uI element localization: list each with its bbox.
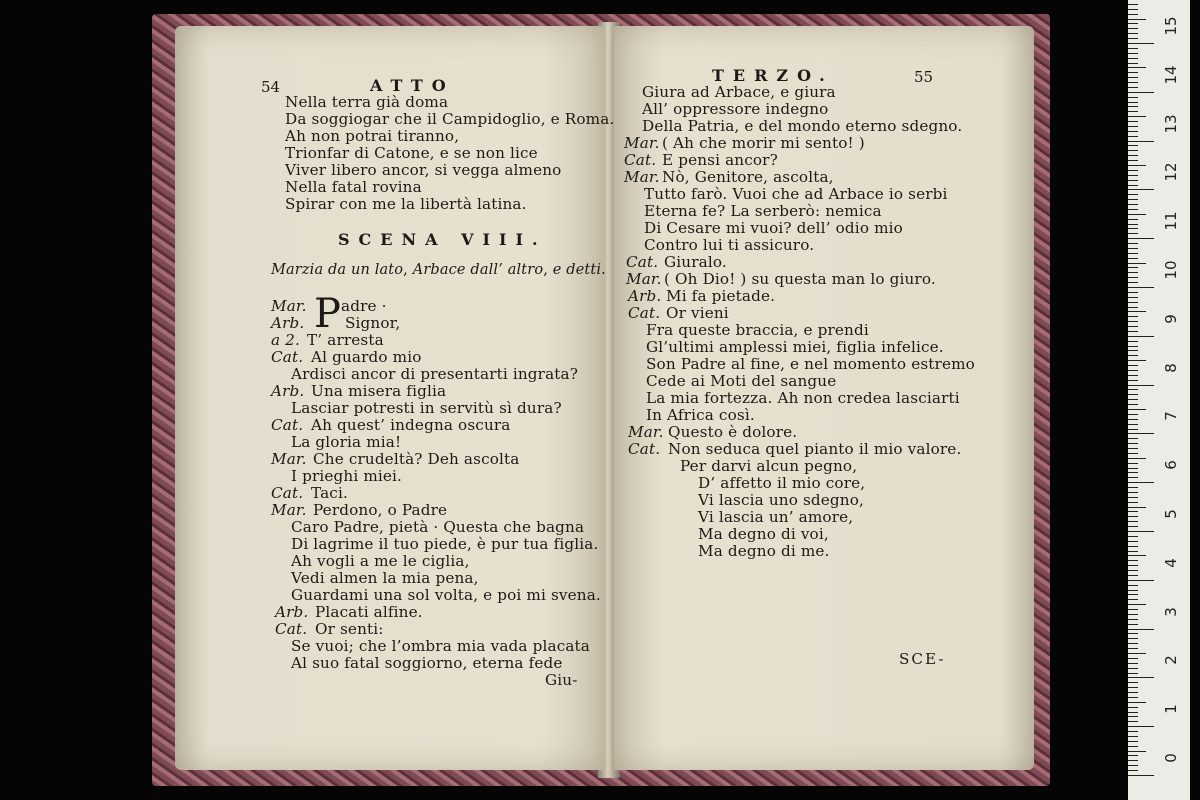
dialogue-line: Al guardo mio [311, 348, 422, 366]
aria-line: Ma degno di me. [698, 542, 830, 560]
speaker-label: Mar. [628, 423, 664, 441]
ruler-tick [1128, 453, 1138, 454]
ruler-tick [1128, 448, 1138, 449]
ruler-tick [1128, 228, 1138, 229]
dialogue-line: La mia fortezza. Ah non credea lasciarti [646, 389, 960, 407]
ruler-tick [1128, 63, 1138, 64]
dialogue-line: Mi fa pietade. [666, 287, 776, 305]
dialogue-line: adre · [341, 297, 387, 315]
stage-direction: Marzia da un lato, Arbace dall’ altro, e detti. [271, 262, 606, 278]
ruler-number: 9 [1162, 314, 1180, 324]
ruler-tick [1128, 102, 1138, 103]
speaker-label: Mar. [624, 168, 660, 186]
ruler-tick [1128, 775, 1154, 776]
ruler-tick [1128, 53, 1138, 54]
ruler-tick [1128, 507, 1146, 508]
ruler-tick [1128, 336, 1154, 337]
ruler-tick [1128, 643, 1138, 644]
ruler-tick [1128, 346, 1138, 347]
ruler-tick [1128, 272, 1138, 273]
ruler-tick [1128, 604, 1146, 605]
ruler-tick [1128, 48, 1138, 49]
verse-line: Nella terra già doma [285, 93, 449, 111]
ruler-tick [1128, 121, 1138, 122]
ruler-tick [1128, 43, 1154, 44]
ruler-tick [1128, 92, 1154, 93]
ruler-tick [1128, 458, 1146, 459]
ruler-tick [1128, 658, 1138, 659]
dialogue-line: Ah quest’ indegna oscura [311, 416, 511, 434]
ruler-tick [1128, 511, 1138, 512]
speaker-label: Cat. [628, 440, 661, 458]
ruler-tick [1128, 472, 1138, 473]
ruler-tick [1128, 746, 1138, 747]
ruler-tick [1128, 673, 1138, 674]
ruler-number: 14 [1162, 65, 1180, 85]
ruler-tick [1128, 599, 1138, 600]
ruler-tick [1128, 385, 1154, 386]
ruler-tick [1128, 546, 1138, 547]
ruler-tick [1128, 429, 1138, 430]
ruler-tick [1128, 663, 1138, 664]
ruler-tick [1128, 131, 1138, 132]
ruler-tick [1128, 721, 1138, 722]
dialogue-line: Placati alfine. [315, 603, 423, 621]
ruler-tick [1128, 14, 1138, 15]
aria-line: D’ affetto il mio core, [698, 474, 866, 492]
dialogue-line: Or vieni [666, 304, 729, 322]
ruler-tick [1128, 560, 1138, 561]
dialogue-line: Guardami una sol volta, e poi mi svena. [291, 586, 601, 604]
ruler-tick [1128, 575, 1138, 576]
ruler-tick [1128, 365, 1138, 366]
dialogue-line: Cede ai Moti del sangue [646, 372, 837, 390]
ruler-tick [1128, 443, 1138, 444]
scene-title: SCENA VIII. [338, 230, 547, 249]
verse-line: Viver libero ancor, si vegga almeno [285, 161, 562, 179]
ruler-tick [1128, 638, 1138, 639]
dialogue-line: ( Ah che morir mi sento! ) [662, 134, 865, 152]
ruler-tick [1128, 219, 1138, 220]
ruler-tick [1128, 477, 1138, 478]
ruler-tick [1128, 770, 1138, 771]
ruler-tick [1128, 33, 1138, 34]
ruler-tick [1128, 404, 1138, 405]
ruler-tick [1128, 712, 1138, 713]
ruler-tick [1128, 585, 1138, 586]
ruler-tick [1128, 668, 1138, 669]
dialogue-line: Una misera figlia [311, 382, 447, 400]
ruler-tick [1128, 233, 1138, 234]
ruler-tick [1128, 350, 1138, 351]
speaker-label: Arb. [275, 603, 309, 621]
ruler-tick [1128, 326, 1138, 327]
dialogue-line: I prieghi miei. [291, 467, 403, 485]
ruler-tick [1128, 687, 1138, 688]
ruler-number: 10 [1162, 260, 1180, 280]
ruler-tick [1128, 9, 1138, 10]
ruler-tick [1128, 175, 1138, 176]
ruler-number: 0 [1162, 753, 1180, 763]
ruler-tick [1128, 731, 1138, 732]
page-number: 55 [914, 68, 934, 86]
ruler-tick [1128, 741, 1138, 742]
ruler-tick [1128, 126, 1138, 127]
ruler-tick [1128, 692, 1138, 693]
ruler-tick [1128, 297, 1138, 298]
speaker-label: Cat. [275, 620, 308, 638]
ruler-tick [1128, 677, 1154, 678]
ruler-tick [1128, 409, 1146, 410]
ruler-tick [1128, 302, 1138, 303]
ruler-tick [1128, 209, 1138, 210]
ruler-tick [1128, 502, 1138, 503]
ruler-tick [1128, 214, 1146, 215]
dialogue-line: ( Oh Dio! ) su questa man lo giuro. [664, 270, 936, 288]
dialogue-line: Al suo fatal soggiorno, eterna fede [291, 654, 563, 672]
ruler-tick [1128, 136, 1138, 137]
ruler-tick [1128, 370, 1138, 371]
ruler-tick [1128, 648, 1138, 649]
ruler-tick [1128, 419, 1138, 420]
ruler-tick [1128, 311, 1146, 312]
dialogue-line: Questo è dolore. [668, 423, 798, 441]
dialogue-line: Se vuoi; che l’ombra mia vada placata [291, 637, 591, 655]
speaker-label: a 2. [271, 331, 300, 349]
ruler-tick [1128, 267, 1138, 268]
dialogue-line: Ah vogli a me le ciglia, [291, 552, 470, 570]
ruler-tick [1128, 341, 1138, 342]
dialogue-line: Taci. [311, 484, 348, 502]
dialogue-line: Tutto farò. Vuoi che ad Arbace io serbi [644, 185, 948, 203]
ruler-tick [1128, 355, 1138, 356]
dialogue-line: Vedi almen la mia pena, [291, 569, 479, 587]
ruler-tick [1128, 4, 1138, 5]
ruler-number: 6 [1162, 460, 1180, 470]
speaker-label: Cat. [271, 348, 304, 366]
ruler-tick [1128, 321, 1138, 322]
ruler-tick [1128, 331, 1138, 332]
ruler-tick [1128, 72, 1138, 73]
ruler-number: 11 [1162, 211, 1180, 231]
ruler-tick [1128, 541, 1138, 542]
verse-line: Trionfar di Catone, e se non lice [285, 144, 538, 162]
ruler-tick [1128, 185, 1138, 186]
ruler-number: 4 [1162, 558, 1180, 568]
ruler-tick [1128, 23, 1138, 24]
dialogue-line: Contro lui ti assicuro. [644, 236, 815, 254]
dialogue-line: Giuralo. [664, 253, 727, 271]
aria-line: Vi lascia un’ amore, [698, 508, 854, 526]
speaker-label: Arb. [271, 382, 305, 400]
ruler-tick [1128, 565, 1138, 566]
dialogue-line: La gloria mia! [291, 433, 402, 451]
dialogue-line: E pensi ancor? [662, 151, 778, 169]
ruler-tick [1128, 633, 1138, 634]
ruler-tick [1128, 716, 1138, 717]
ruler-tick [1128, 204, 1138, 205]
ruler-tick [1128, 277, 1138, 278]
ruler-tick [1128, 316, 1138, 317]
ruler-tick [1128, 751, 1146, 752]
ruler-tick [1128, 189, 1154, 190]
ruler-number: 12 [1162, 162, 1180, 182]
ruler-tick [1128, 224, 1138, 225]
right-page [614, 26, 1034, 770]
ruler-tick [1128, 150, 1138, 151]
ruler-tick [1128, 375, 1138, 376]
dialogue-line: In Africa così. [646, 406, 755, 424]
ruler-tick [1128, 194, 1138, 195]
ruler-tick [1128, 238, 1154, 239]
ruler-tick [1128, 67, 1146, 68]
verse-line: Ah non potrai tiranno, [285, 127, 460, 145]
dialogue-line: Lasciar potresti in servitù sì dura? [291, 399, 562, 417]
ruler-tick [1128, 531, 1154, 532]
ruler-tick [1128, 707, 1138, 708]
ruler-tick [1128, 697, 1138, 698]
ruler-tick [1128, 380, 1138, 381]
speaker-label: Mar. [271, 450, 307, 468]
speaker-label: Cat. [271, 484, 304, 502]
verse-line: Da soggiogar che il Campidoglio, e Roma. [285, 110, 615, 128]
aria-line: Ma degno di voi, [698, 525, 829, 543]
dialogue-line: Della Patria, e del mondo eterno sdegno. [642, 117, 963, 135]
verse-line: Spirar con me la libertà latina. [285, 195, 527, 213]
dialogue-line: T’ arresta [307, 331, 384, 349]
catchword: Giu- [545, 671, 578, 689]
drop-cap: P [314, 291, 341, 337]
ruler-tick [1128, 199, 1138, 200]
dialogue-line: Nò, Genitore, ascolta, [662, 168, 834, 186]
ruler-tick [1128, 497, 1138, 498]
ruler-tick [1128, 614, 1138, 615]
ruler-tick [1128, 160, 1138, 161]
ruler-number: 13 [1162, 114, 1180, 134]
dialogue-line: Or senti: [315, 620, 384, 638]
ruler-tick [1128, 58, 1138, 59]
aria-line: Per darvi alcun pegno, [680, 457, 858, 475]
ruler-number: 8 [1162, 362, 1180, 373]
ruler-tick [1128, 492, 1138, 493]
dialogue-line: Di lagrime il tuo piede, è pur tua figlia. [291, 535, 599, 553]
ruler-tick [1128, 590, 1138, 591]
ruler-tick [1128, 526, 1138, 527]
ruler-tick [1128, 594, 1138, 595]
ruler-number: 3 [1162, 606, 1180, 617]
ruler-number: 7 [1162, 411, 1180, 422]
dialogue-line: Ardisci ancor di presentarti ingrata? [291, 365, 579, 383]
ruler-tick [1128, 282, 1138, 283]
ruler-tick [1128, 87, 1138, 88]
dialogue-line: Non seduca quel pianto il mio valore. [668, 440, 962, 458]
ruler-tick [1128, 155, 1138, 156]
ruler-tick [1128, 145, 1138, 146]
ruler-tick [1128, 736, 1138, 737]
ruler-tick [1128, 760, 1138, 761]
ruler-tick [1128, 248, 1138, 249]
ruler-tick [1128, 394, 1138, 395]
ruler-tick [1128, 516, 1138, 517]
dialogue-line: Giura ad Arbace, e giura [642, 83, 836, 101]
ruler-tick [1128, 726, 1154, 727]
ruler-tick [1128, 536, 1138, 537]
aria-line: Vi lascia uno sdegno, [698, 491, 864, 509]
ruler-tick [1128, 38, 1138, 39]
ruler-tick [1128, 624, 1138, 625]
ruler-tick [1128, 482, 1154, 483]
ruler-tick [1128, 253, 1138, 254]
speaker-label: Cat. [626, 253, 659, 271]
ruler-number: 15 [1162, 16, 1180, 36]
ruler-tick [1128, 170, 1138, 171]
ruler-tick [1128, 97, 1138, 98]
dialogue-line: Gl’ultimi amplessi miei, figlia infelice. [646, 338, 944, 356]
ruler-tick [1128, 580, 1154, 581]
ruler-tick [1128, 551, 1138, 552]
ruler-tick [1128, 292, 1138, 293]
ruler-tick [1128, 414, 1138, 415]
ruler-tick [1128, 424, 1138, 425]
catchword: SCE- [899, 650, 946, 668]
dialogue-line: Son Padre al fine, e nel momento estremo [646, 355, 975, 373]
speaker-label: Cat. [271, 416, 304, 434]
speaker-label: Mar. [624, 134, 660, 152]
ruler-tick [1128, 399, 1138, 400]
ruler-tick [1128, 438, 1138, 439]
ruler-tick [1128, 111, 1138, 112]
speaker-label: Cat. [624, 151, 657, 169]
ruler-number: 5 [1162, 509, 1180, 519]
ruler-tick [1128, 702, 1146, 703]
dialogue-line: Eterna fe? La serberò: nemica [644, 202, 882, 220]
ruler-tick [1128, 258, 1138, 259]
ruler-tick [1128, 165, 1146, 166]
ruler-tick [1128, 28, 1138, 29]
ruler-tick [1128, 521, 1138, 522]
ruler-tick [1128, 307, 1138, 308]
ruler-tick [1128, 116, 1146, 117]
ruler-tick [1128, 141, 1154, 142]
ruler-tick [1128, 555, 1146, 556]
dialogue-line: Caro Padre, pietà · Questa che bagna [291, 518, 585, 536]
verse-line: Nella fatal rovina [285, 178, 422, 196]
ruler-tick [1128, 77, 1138, 78]
ruler-tick [1128, 653, 1146, 654]
ruler-tick [1128, 82, 1138, 83]
speaker-label: Cat. [628, 304, 661, 322]
speaker-label: Arb. [628, 287, 662, 305]
ruler-tick [1128, 629, 1154, 630]
ruler-tick [1128, 682, 1138, 683]
ruler-tick [1128, 360, 1146, 361]
ruler-tick [1128, 570, 1138, 571]
ruler-tick [1128, 263, 1146, 264]
ruler-tick [1128, 433, 1154, 434]
dialogue-line: Di Cesare mi vuoi? dell’ odio mio [644, 219, 903, 237]
ruler-tick [1128, 468, 1138, 469]
speaker-label: Arb. [271, 314, 305, 332]
ruler-tick [1128, 106, 1138, 107]
speaker-label: Mar. [626, 270, 662, 288]
ruler-tick [1128, 463, 1138, 464]
speaker-label: Mar. [271, 501, 307, 519]
ruler-tick [1128, 243, 1138, 244]
ruler-number: 2 [1162, 655, 1180, 666]
ruler-tick [1128, 765, 1138, 766]
ruler-tick [1128, 180, 1138, 181]
ruler-number: 1 [1162, 704, 1180, 714]
dialogue-line: Fra queste braccia, e prendi [646, 321, 869, 339]
dialogue-line: Signor, [345, 314, 401, 332]
dialogue-line: All’ oppressore indegno [642, 100, 829, 118]
ruler-tick [1128, 287, 1154, 288]
ruler-tick [1128, 389, 1138, 390]
ruler-tick [1128, 619, 1138, 620]
ruler-tick [1128, 755, 1138, 756]
running-head: ATTO [370, 76, 455, 95]
running-head: TERZO. [712, 66, 834, 85]
measuring-ruler [1128, 0, 1190, 800]
dialogue-line: Che crudeltà? Deh ascolta [313, 450, 520, 468]
ruler-tick [1128, 487, 1138, 488]
page-number: 54 [261, 78, 281, 96]
ruler-tick [1128, 19, 1146, 20]
ruler-tick [1128, 609, 1138, 610]
speaker-label: Mar. [271, 297, 307, 315]
left-page [175, 26, 615, 770]
dialogue-line: Perdono, o Padre [313, 501, 448, 519]
